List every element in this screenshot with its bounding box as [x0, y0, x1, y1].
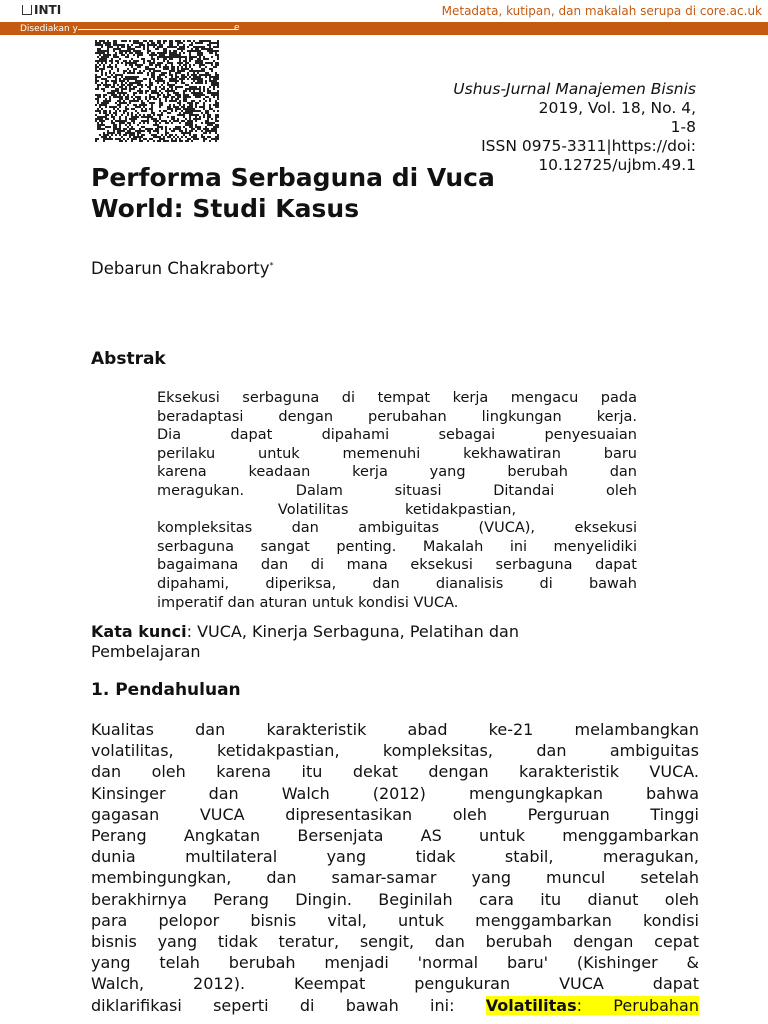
section-heading-introduction: 1. Pendahuluan [91, 680, 241, 700]
introduction-line: volatilitas, ketidakpastian, kompleksitas, dan ambiguitas [91, 741, 699, 761]
abstract-line: bagaimana dan di mana eksekusi serbaguna dapat [157, 557, 637, 574]
introduction-line-text: diklarifikasi seperti di bawah ini: [91, 995, 486, 1015]
abstract-line: kompleksitas dan ambiguitas (VUCA), eksekusi [157, 520, 637, 537]
abstract-line: imperatif dan aturan untuk kondisi VUCA. [157, 594, 459, 611]
introduction-line: gagasan VUCA dipresentasikan oleh Perguruan Tinggi [91, 804, 699, 824]
introduction-line: Walch, 2012). Keempat pengukuran VUCA dapat [91, 974, 699, 994]
article-title-line1: Performa Serbaguna di Vuca [91, 163, 495, 192]
highlighted-term-rest: : Perubahan [576, 995, 699, 1015]
introduction-line [91, 995, 699, 1016]
core-logo-text: INTI [34, 3, 62, 17]
author-name [91, 259, 274, 278]
journal-pages: 1-8 [670, 118, 696, 136]
introduction-line: bisnis yang tidak teratur, sengit, dan berubah dengan cepat [91, 932, 699, 952]
keywords-text: : VUCA, Kinerja Serbaguna, Pelatihan dan Pembelajaran [91, 622, 519, 661]
journal-volume: 2019, Vol. 18, No. 4, [538, 99, 696, 117]
introduction-line: dunia multilateral yang tidak stabil, meragukan, [91, 847, 699, 867]
keywords-label: Kata kunci [91, 622, 187, 641]
introduction-line: Perang Angkatan Bersenjata AS untuk menggambarkan [91, 826, 699, 846]
keywords [91, 622, 631, 662]
abstract-line: perilaku untuk memenuhi kekhawatiran baru [157, 445, 637, 462]
abstract-line: karena keadaan kerja yang berubah dan [157, 464, 637, 481]
journal-name: Ushus-Jurnal Manajemen Bisnis [453, 80, 696, 98]
introduction-line: para pelopor bisnis vital, untuk menggambarkan kondisi [91, 910, 699, 930]
introduction-line: yang telah berubah menjadi 'normal baru' (Kishinger & [91, 953, 699, 973]
article-title-line2: World: Studi Kasus [91, 194, 360, 223]
core-logo-icon [22, 5, 32, 15]
introduction-line: Kualitas dan karakteristik abad ke-21 melambangkan [91, 720, 699, 739]
qr-code-image [95, 40, 219, 142]
introduction-line: membingungkan, dan samar-samar yang muncul setelah [91, 868, 699, 888]
provided-by-end: e [234, 23, 240, 33]
introduction-line: dan oleh karena itu dekat dengan karakteristik VUCA. [91, 762, 699, 782]
abstract-line: serbaguna sangat penting. Makalah ini menyelidiki [157, 538, 637, 555]
abstract-line: meragukan. Dalam situasi Ditandai oleh [157, 482, 637, 499]
journal-info [376, 80, 696, 174]
journal-issn[interactable]: ISSN 0975-3311|https://doi: [481, 137, 696, 155]
core-logo[interactable] [22, 3, 61, 17]
abstract-line: Dia dapat dipahami sebagai penyesuaian [157, 427, 637, 444]
introduction-line: berakhirnya Perang Dingin. Beginilah cara itu dianut oleh [91, 889, 699, 909]
core-header-bar [0, 0, 768, 22]
provided-by-divider [78, 29, 238, 30]
abstract-heading: Abstrak [91, 349, 166, 369]
introduction-body [91, 719, 699, 1016]
article-title [91, 162, 611, 224]
author-footnote-mark[interactable]: * [269, 261, 274, 270]
introduction-line: Kinsinger dan Walch (2012) mengungkapkan bahwa [91, 783, 699, 803]
abstract-line: Volatilitas ketidakpastian, [277, 501, 517, 518]
core-metadata-link[interactable]: Metadata, kutipan, dan makalah serupa di core.ac.uk [441, 4, 762, 18]
highlighted-term-label: Volatilitas [485, 995, 577, 1015]
abstract-body [157, 389, 637, 612]
journal-doi[interactable]: 10.12725/ujbm.49.1 [538, 156, 696, 174]
author-text: Debarun Chakraborty [91, 259, 270, 278]
abstract-line: dipahami, diperiksa, dan dianalisis di bawah [157, 575, 637, 592]
abstract-line: beradaptasi dengan perubahan lingkungan kerja. [157, 408, 637, 425]
highlighted-term [486, 996, 699, 1015]
abstract-line: Eksekusi serbaguna di tempat kerja mengacu pada [157, 390, 637, 406]
provided-by-text[interactable]: Disediakan y [20, 24, 78, 34]
